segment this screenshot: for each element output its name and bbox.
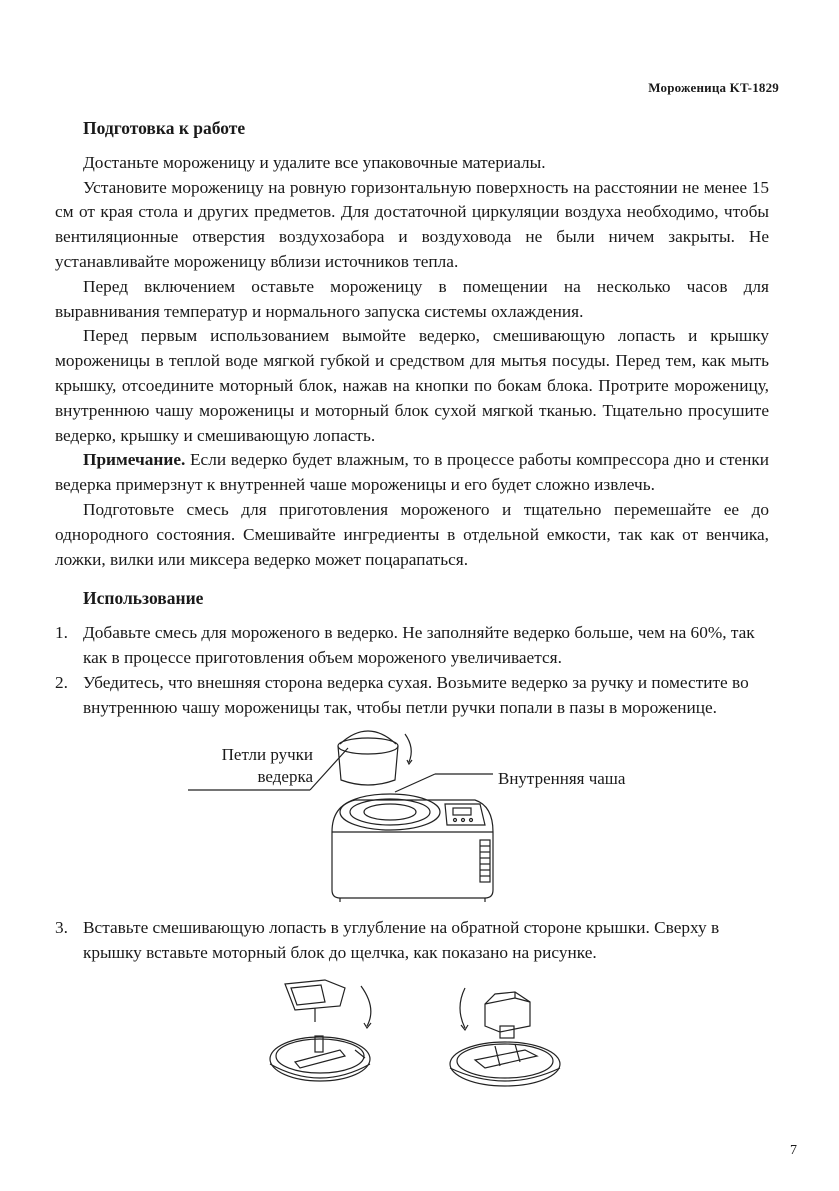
page-content [55,116,769,1104]
paragraph: Установите мороженицу на ровную горизонтальную поверхность на расстоянии не менее 15 см от края стола и других предметов. Для достаточной циркуляции воздуха необходимо, чтобы вентиляционные отверстия воздухозабора и воздуховода не были ничем закрыты. Не устанавливайте мороженицу вблизи источников тепла. [55,177,769,271]
lid-assembly-illustration [55,974,769,1104]
page-header: Мороженица KT-1829 [648,80,779,95]
page-number: 7 [790,1143,797,1158]
step-item [55,671,769,721]
ice-cream-maker-illustration [55,720,769,910]
figure-paddle-motor-assembly [55,974,769,1104]
usage-steps [55,621,769,720]
paragraph: Перед включением оставьте мороженицу в помещении на несколько часов для выравнивания температур и нормального запуска системы охлаждения. [55,276,769,321]
usage-steps-continued [55,916,769,966]
label-line: ведерка [257,767,313,787]
step-number: 2. [55,672,68,692]
section-title-usage: Использование [83,588,204,609]
section-title-preparation: Подготовка к работе [83,118,246,138]
step-number: 1. [55,623,68,643]
paragraph: Подготовьте смесь для приготовления мороженого и тщательно перемешайте ее до однородного состояния. Смешивайте ингредиенты в отдельной емкости, так как от венчика, ложки, вилки или миксера ведерко может поцарапаться. [55,499,769,569]
label-inner-bowl: Внутренняя чаша [498,769,626,789]
note-label: Примечание. [83,450,186,470]
label-line: Петли ручки [221,745,313,765]
label-bucket-handle-loops [195,744,313,788]
step-text: Вставьте смешивающую лопасть в углубление на обратной стороне крышки. Сверху в крышку вставьте моторный блок до щелчка, как показано на рисунке. [83,918,720,963]
step-text: Добавьте смесь для мороженого в ведерко. Не заполняйте ведерко больше, чем на 60%, так как в процессе приготовления объем мороженого увеличивается. [83,623,755,667]
paragraph: Достаньте мороженицу и удалите все упаковочные материалы. [83,152,546,172]
step-item [55,621,769,671]
note-text: Если ведерко будет влажным, то в процессе работы компрессора дно и стенки ведерка примерзнут к внутренней чаше мороженицы и его будет сложно извлечь. [55,450,769,495]
step-number: 3. [55,918,68,938]
note-paragraph [55,448,769,498]
paragraph: Перед первым использованием вымойте ведерко, смешивающую лопасть и крышку мороженицы в теплой воде мягкой губкой и средством для мытья посуды. Перед тем, как мыть крышку, отсоедините моторный блок, нажав на кнопки по бокам блока. Протрите мороженицу, внутреннюю чашу мороженицы и моторный блок сухой мягкой тканью. Тщательно просушите ведерко, крышку и смешивающую лопасть. [55,326,769,445]
step-item [55,916,769,966]
figure-ice-cream-maker [55,720,769,910]
step-text: Убедитесь, что внешняя сторона ведерка сухая. Возьмите ведерко за ручку и поместите во внутреннюю чашу мороженицы так, чтобы петли ручки попали в пазы в мороженице. [83,672,749,717]
